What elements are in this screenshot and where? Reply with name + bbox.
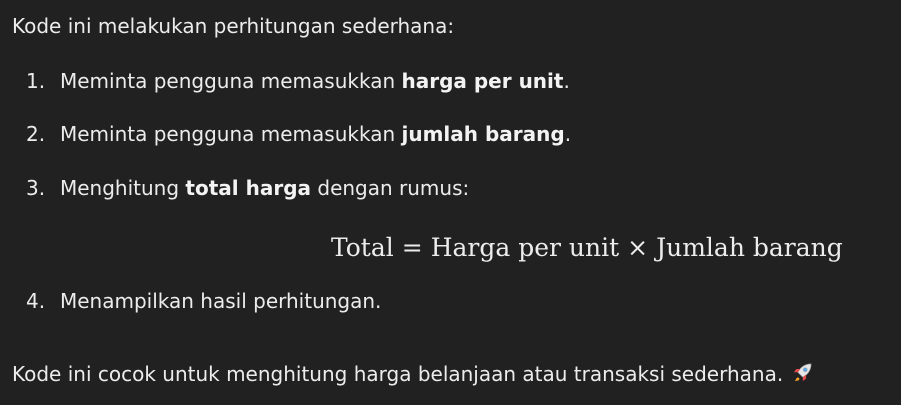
step-text: Meminta pengguna memasukkan: [60, 69, 402, 93]
list-number: 2.: [26, 122, 46, 146]
rocket-icon: [789, 360, 815, 386]
list-number: 4.: [26, 289, 46, 313]
outro-text: [12, 360, 815, 388]
step-text: Menampilkan hasil perhitungan.: [60, 289, 382, 313]
step-text-end: .: [564, 122, 572, 146]
outro-sentence: Kode ini cocok untuk menghitung harga belanjaan atau transaksi sederhana.: [12, 362, 784, 386]
step-text: Menghitung: [60, 176, 186, 200]
formula-equals: =: [401, 233, 423, 262]
step-text-end: dengan rumus:: [311, 176, 470, 200]
formula-term-quantity: Jumlah barang: [656, 233, 843, 262]
formula-lhs: Total: [331, 233, 394, 262]
list-item: [26, 287, 381, 315]
formula-times: ×: [627, 233, 649, 262]
formula-term-price: Harga per unit: [430, 233, 620, 262]
intro-text: Kode ini melakukan perhitungan sederhana:: [12, 14, 455, 38]
step-bold-text: harga per unit: [401, 69, 564, 93]
list-item: [26, 67, 570, 95]
step-text: Meminta pengguna memasukkan: [60, 122, 402, 146]
step-bold-text: total harga: [185, 176, 312, 200]
formula: [331, 230, 843, 266]
list-item: [26, 174, 469, 202]
list-number: 1.: [26, 69, 46, 93]
step-text-end: .: [563, 69, 570, 93]
list-item: [26, 120, 571, 148]
list-number: 3.: [26, 176, 46, 200]
step-bold-text: jumlah barang: [401, 122, 565, 146]
